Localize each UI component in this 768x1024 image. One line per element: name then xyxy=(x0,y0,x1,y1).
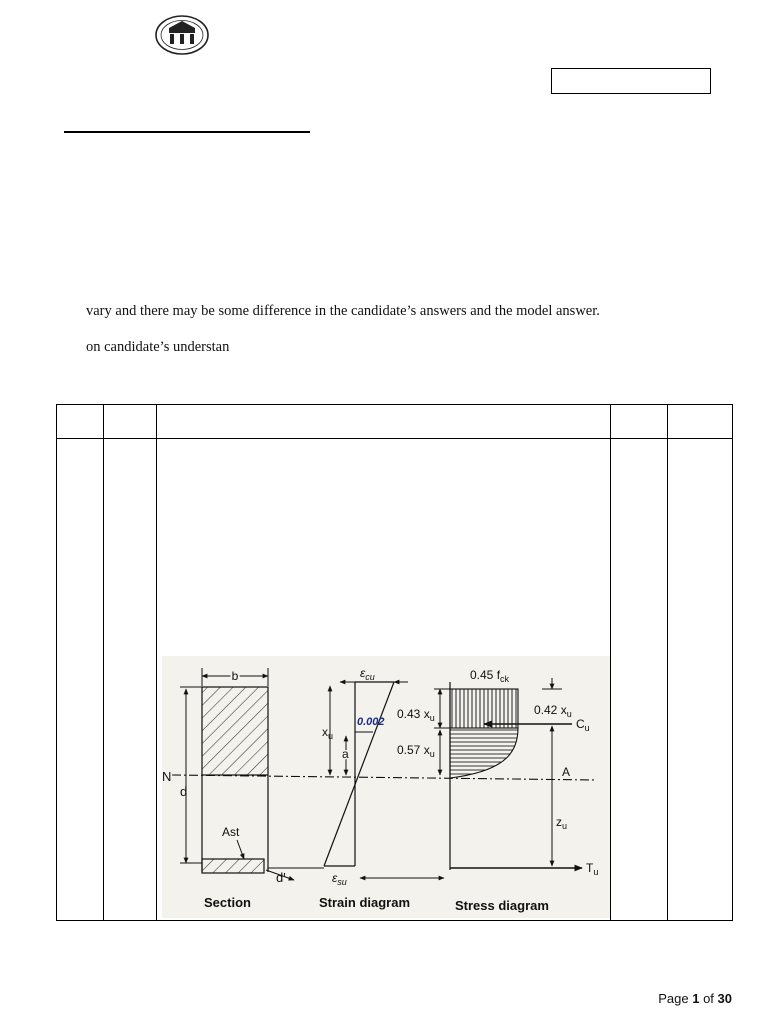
title-underline xyxy=(64,131,310,133)
stress-043xu-label: 0.43 $x_u$ xyxy=(397,707,435,723)
neutral-axis-label: N xyxy=(162,769,172,784)
parabolic-stress-block xyxy=(450,728,518,778)
strain-su-label: $\varepsilon_{su}$ xyxy=(332,871,347,887)
instruction-line: on candidate’s understan xyxy=(86,339,230,355)
board-logo xyxy=(150,8,214,62)
stress-057xu-label: 0.57 $x_u$ xyxy=(397,743,435,759)
strain-cu-label: $\varepsilon_{cu}$ xyxy=(360,666,375,682)
table-column-divider xyxy=(610,405,611,920)
steel-bars xyxy=(202,859,264,873)
section-caption: Section xyxy=(204,895,251,910)
rectangular-stress-block xyxy=(450,689,518,728)
page-number: Page 1 of 30 xyxy=(658,991,732,1006)
table-column-divider xyxy=(667,405,668,920)
tension-force-label: $T_u$ xyxy=(586,861,599,877)
stress-caption: Stress diagram xyxy=(455,898,549,913)
point-a-label: A xyxy=(562,765,571,779)
table-column-divider xyxy=(156,405,157,920)
stress-diagram xyxy=(397,668,598,877)
strain-a-label: a xyxy=(342,747,349,761)
code-box xyxy=(551,68,711,94)
compression-force-label: $C_u$ xyxy=(576,717,590,733)
neutral-depth-label: $x_u$ xyxy=(322,725,334,741)
table-column-divider xyxy=(103,405,104,920)
handwritten-strain-note: 0.002 xyxy=(357,716,385,728)
neutral-axis-line xyxy=(172,775,597,780)
depth-label: d xyxy=(180,784,188,799)
width-label: b xyxy=(231,669,239,683)
stress-045fck-label: 0.45 $f_{ck}$ xyxy=(470,668,510,684)
steel-label: Ast xyxy=(222,825,240,839)
compression-zone-hatch xyxy=(202,687,268,775)
table-header-divider xyxy=(57,438,732,439)
strain-caption: Strain diagram xyxy=(319,895,411,910)
section-strain-stress-figure xyxy=(162,656,610,918)
svg-text:d': d' xyxy=(276,870,286,885)
stress-042xu-label: 0.42 $x_u$ xyxy=(534,703,572,719)
instruction-line: vary and there may be some difference in the candidate’s answers and the model answer. xyxy=(86,303,600,319)
lever-arm-label: $z_u$ xyxy=(556,815,568,831)
